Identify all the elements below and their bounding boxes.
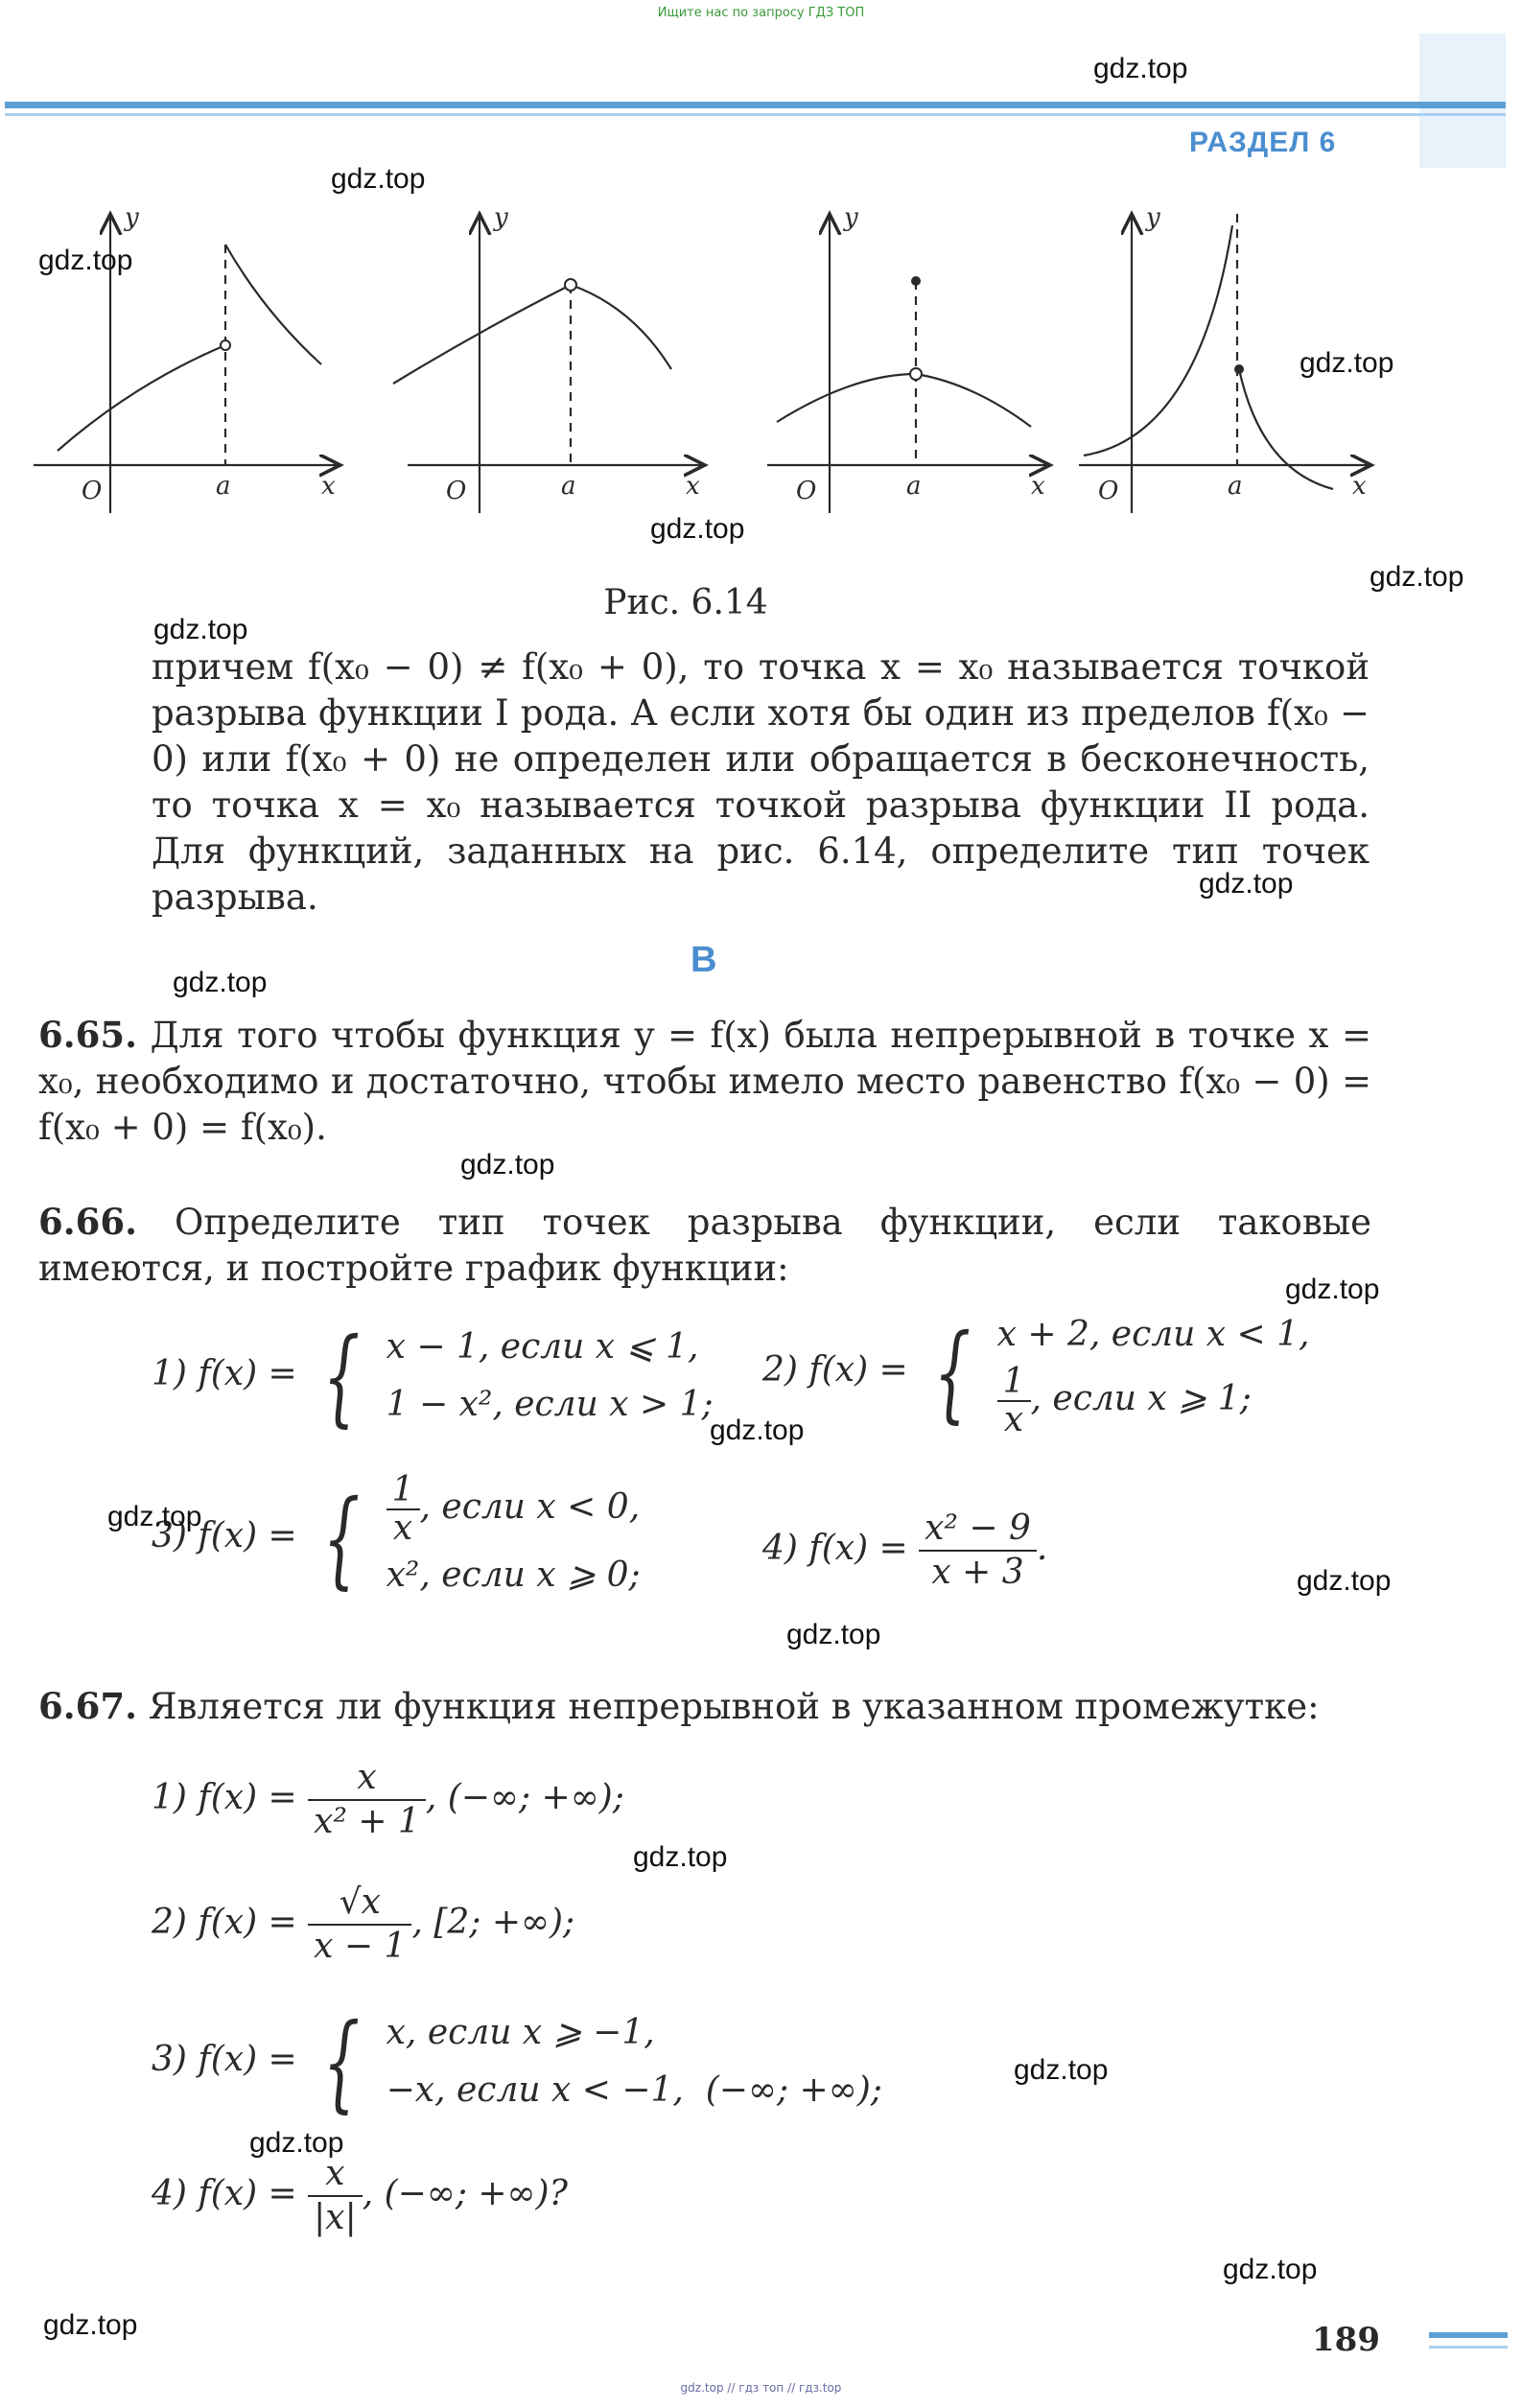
watermark: gdz.top [38, 245, 133, 276]
fraction [386, 1472, 420, 1547]
problem-number: 6.66. [38, 1201, 137, 1243]
case-2: x², если x ⩾ 0; [386, 1555, 641, 1595]
problem-6-65 [38, 1012, 1371, 1151]
denominator: x [1003, 1400, 1024, 1439]
axis-y-label-2: y [494, 203, 508, 232]
brace: { [322, 1314, 361, 1438]
ex667-item-2 [152, 1882, 574, 1968]
function-label: 4) f(x) = [152, 2174, 297, 2213]
watermark: gdz.top [650, 513, 745, 545]
function-label: 2) f(x) = [152, 1903, 297, 1942]
watermark: gdz.top [331, 163, 426, 195]
footer-rule [1429, 2332, 1508, 2338]
top-note: Ищите нас по запросу ГДЗ ТОП [657, 6, 865, 20]
watermark: gdz.top [1199, 868, 1294, 900]
fraction [308, 1757, 426, 1843]
cases [386, 2004, 882, 2119]
watermark: gdz.top [1014, 2054, 1109, 2086]
watermark: gdz.top [786, 1619, 881, 1650]
watermark: gdz.top [1370, 561, 1464, 593]
axis-x-label-2: x [686, 472, 700, 501]
axis-x-label-1: x [321, 472, 336, 501]
case-2: −x, если x < −1, [386, 2070, 684, 2110]
brace: { [322, 1999, 361, 2123]
origin-label-3: O [796, 477, 817, 505]
cases [997, 1306, 1310, 1438]
origin-label-4: O [1098, 477, 1119, 505]
watermark: gdz.top [1297, 1565, 1392, 1597]
function-label: 1) f(x) = [152, 1778, 297, 1817]
section-b-label: B [691, 940, 717, 980]
numerator: x² − 9 [919, 1508, 1037, 1552]
case-1: x, если x ⩾ −1, [386, 2013, 655, 2052]
numerator: x [308, 2153, 363, 2197]
denominator: x [392, 1508, 413, 1548]
axis-x-label-3: x [1031, 472, 1045, 501]
origin-label-2: O [446, 477, 467, 505]
watermark: gdz.top [173, 967, 268, 998]
fraction [997, 1364, 1031, 1438]
ex667-item-4 [152, 2153, 568, 2239]
axis-y-label-3: y [844, 203, 858, 232]
axis-y-label-1: y [125, 203, 139, 232]
numerator: 1 [997, 1364, 1031, 1402]
case-1-rest: , если x < 0, [419, 1487, 641, 1527]
case-1: x − 1, если x ⩽ 1, [386, 1327, 699, 1367]
denominator: |x| [314, 2198, 357, 2237]
page-number: 189 [1312, 2321, 1380, 2359]
point-a-label-4: a [1228, 472, 1243, 501]
section-label: РАЗДЕЛ 6 [1189, 127, 1337, 158]
period: . [1036, 1529, 1048, 1568]
fraction [308, 2153, 363, 2239]
watermark: gdz.top [1223, 2254, 1318, 2285]
point-a-label-3: a [906, 472, 922, 501]
watermark: gdz.top [43, 2309, 138, 2341]
case-2: 1 − x², если x > 1; [386, 1385, 714, 1424]
interval: , [2; +∞); [411, 1903, 575, 1942]
paragraph-discontinuity: причем f(x₀ − 0) ≠ f(x₀ + 0), то точка x = x₀ называется точкой разрыва функции I рода. А если хотя бы один из пределов f(x₀ − 0) или f(x₀ + 0) не определен или обращается в бесконечность, то точка x = x₀ называется точкой разрыва функции II рода. Для функций, заданных на рис. 6.14, определите тип точек разрыва. [152, 646, 1370, 918]
watermark: gdz.top [633, 1841, 728, 1873]
interval: (−∞; +∞); [705, 2070, 882, 2110]
watermark: gdz.top [1300, 347, 1394, 379]
numerator: x [308, 1757, 426, 1801]
brace: { [933, 1310, 972, 1434]
axis-x-label-4: x [1352, 472, 1367, 501]
fraction [308, 1882, 411, 1968]
numerator: 1 [386, 1472, 420, 1510]
watermark: gdz.top [107, 1501, 202, 1532]
fraction [919, 1508, 1037, 1594]
cases [386, 1319, 714, 1434]
ex666-item-3 [152, 1472, 641, 1604]
denominator: x + 3 [931, 1553, 1024, 1592]
function-label: 2) f(x) = [762, 1350, 908, 1390]
problem-6-66 [38, 1199, 1371, 1292]
interval: , (−∞; +∞)? [362, 2174, 568, 2213]
point-a-label-1: a [216, 472, 231, 501]
ex666-item-2 [762, 1306, 1310, 1438]
watermark: gdz.top [1285, 1274, 1380, 1305]
brace: { [322, 1476, 361, 1600]
problem-number: 6.67. [38, 1685, 137, 1727]
case-1: x + 2, если x < 1, [996, 1315, 1310, 1354]
denominator: x² + 1 [314, 1802, 420, 1841]
watermark: gdz.top [710, 1414, 805, 1446]
origin-label-1: O [82, 477, 103, 505]
ex666-item-4 [762, 1508, 1047, 1594]
problem-text: Определите тип точек разрыва функции, если таковые имеются, и постройте график функции: [38, 1202, 1371, 1289]
case-2-rest: , если x ⩾ 1; [1030, 1379, 1252, 1418]
problem-6-67 [38, 1683, 1371, 1730]
ex666-item-1 [152, 1314, 714, 1438]
figure-caption: Рис. 6.14 [603, 583, 768, 622]
function-label: 3) f(x) = [152, 1516, 297, 1555]
problem-text: Является ли функция непрерывной в указанном промежутке: [148, 1686, 1320, 1727]
function-label: 1) f(x) = [152, 1354, 297, 1393]
function-label: 4) f(x) = [762, 1529, 908, 1568]
problem-number: 6.65. [38, 1014, 137, 1056]
point-a-label-2: a [561, 472, 576, 501]
watermark: gdz.top [153, 614, 248, 645]
watermark: gdz.top [249, 2127, 344, 2159]
header-rule [5, 102, 1506, 108]
cases [386, 1472, 641, 1604]
numerator: √x [308, 1882, 411, 1926]
interval: , (−∞; +∞); [425, 1778, 624, 1817]
watermark: gdz.top [1093, 53, 1188, 84]
axis-y-label-4: y [1146, 203, 1160, 232]
figure-6-14 [29, 197, 1394, 523]
bottom-note: gdz.top // гдз топ // гдз.top [680, 2381, 842, 2395]
footer-rule-thin [1429, 2346, 1508, 2349]
watermark: gdz.top [460, 1149, 555, 1181]
denominator: x − 1 [314, 1927, 407, 1966]
problem-text: Для того чтобы функция y = f(x) была непрерывной в точке x = x₀, необходимо и достаточно, чтобы имело место равенство f(x₀ − 0) = f(x₀ + 0) = f(x₀). [38, 1015, 1371, 1148]
ex667-item-1 [152, 1757, 624, 1843]
function-label: 3) f(x) = [152, 2040, 297, 2079]
ex667-item-3 [152, 1999, 882, 2123]
header-rule-thin [5, 113, 1506, 116]
corner-decoration [1419, 34, 1506, 168]
